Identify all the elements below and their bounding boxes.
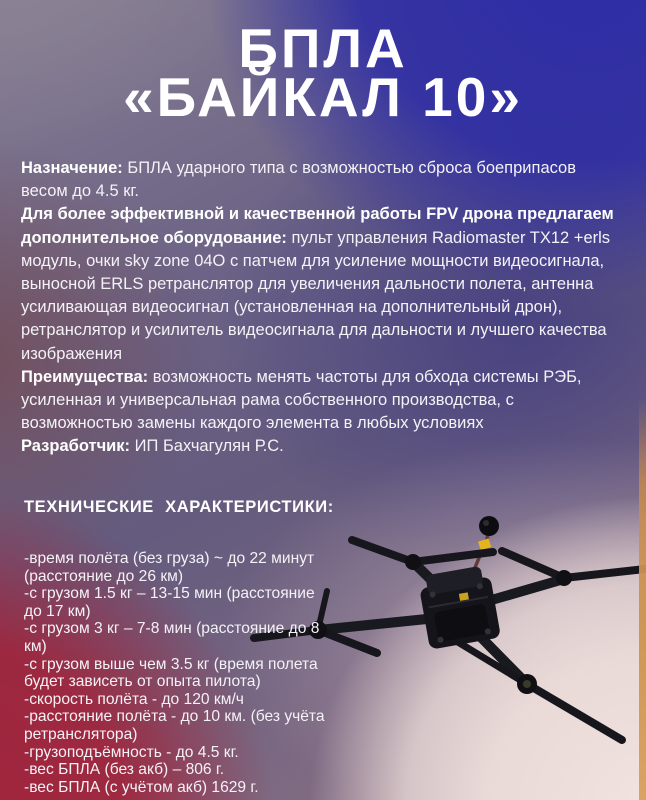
drone-body [417,564,501,649]
developer-paragraph [21,435,621,458]
specs-section [24,498,336,796]
developer-label: Разработчик: [21,437,131,456]
equipment-text: пульт управления Radiomaster TX12 +erls модуль, очки sky zone 04O с патчем для усиление мощности видеосигнала, выносной ERLS ретранслятор для увеличения дальности полета, антенна усиливающая видеосигнал (установленная на дополнительный дрон), ретранслятор и усилитель видеосигнала для дальности и лучшего качества изображения [21,228,611,363]
specs-list [24,550,336,796]
purpose-text: БПЛА ударного типа с возможностью сброса боеприпасов весом до 4.5 кг. [21,159,577,201]
drone-antenna-icon [474,516,499,570]
page-title [0,17,646,128]
spec-item-range: -расстояние полёта - до 10 км. (без учёта ретранслятора) [24,708,325,743]
advantages-paragraph [21,366,621,436]
intro-text [21,157,621,459]
spec-item-load-over-3-5kg: -с грузом выше чем 3.5 кг (время полета будет зависеть от опыта пилота) [24,655,318,691]
developer-text: ИП Бахчагулян Р.С. [134,437,284,456]
spec-item-load-1-5kg: -с грузом 1.5 кг – 13-15 мин (расстояние до 17 км) [24,585,315,620]
title-line-2: «БАЙКАЛ 10» [123,66,523,128]
purpose-paragraph [21,157,621,203]
title-line-1: БПЛА [238,17,408,79]
spec-item-weight-with-battery: -вес БПЛА (с учётом акб) 1629 г. [24,778,259,796]
purpose-label: Назначение: [21,159,123,177]
spec-item-weight-no-battery: -вес БПЛА (без акб) – 806 г. [24,761,225,779]
advantages-label: Преимущества: [21,367,149,386]
spec-item-speed: -скорость полёта - до 120 км/ч [24,690,244,708]
advantages-text: возможность менять частоты для обхода системы РЭБ, усиленная и универсальная рама собственного производства, с возможностью замены каждого элемента в любых условиях [21,367,582,433]
spec-item-load-3kg: -с грузом 3 кг – 7-8 мин (расстояние до 8 км) [24,620,320,655]
equipment-label: Для более эффективной и качественной работы FPV дрона предлагаем дополнительное оборудование: [21,205,614,247]
right-edge-photo-strip [639,398,646,800]
spec-item-flight-time: -время полёта (без груза) ~ до 22 минут (расстояние до 26 км) [24,550,315,585]
specs-heading: ТЕХНИЧЕСКИЕ ХАРАКТЕРИСТИКИ: [24,498,334,516]
equipment-paragraph [21,203,621,365]
spec-item-payload: -грузоподъёмность - до 4.5 кг. [24,743,239,761]
